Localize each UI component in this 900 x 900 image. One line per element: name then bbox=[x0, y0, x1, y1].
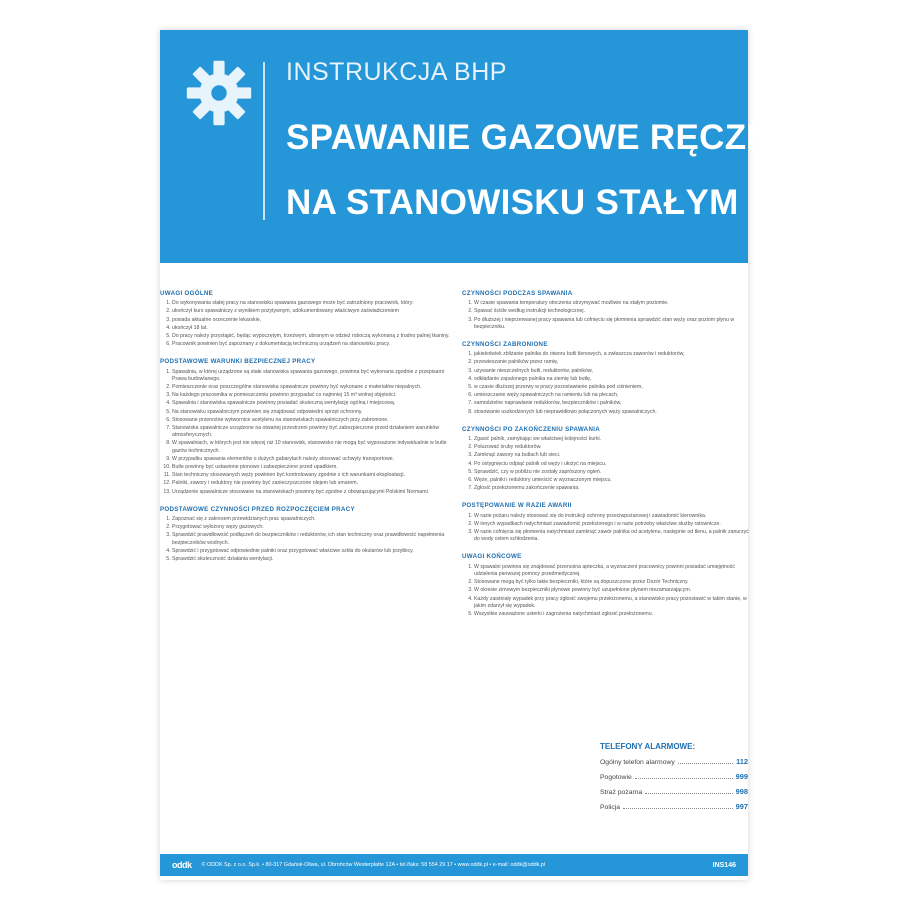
list-item: 10. Butle powinny być ustawione pionowo i zabezpieczone przed upadkiem. bbox=[172, 464, 450, 471]
dot-leader bbox=[645, 792, 732, 794]
dot-leader bbox=[678, 762, 733, 764]
alarm-number: 112 bbox=[736, 757, 748, 766]
header-divider bbox=[263, 62, 265, 220]
list-item: 5. Sprawdzić skuteczność działania wentylacji. bbox=[172, 556, 450, 563]
list-item: 1. W spawalni powinna się znajdować przenośna apteczka, a wyznaczeni pracownicy powinni posiadać umiejętność udzielenia pierwszej pomocy przedmedycznej. bbox=[474, 564, 750, 578]
list-item: 7. samodzielne naprawianie reduktorów, bezpieczników i palników, bbox=[474, 400, 750, 407]
section-list bbox=[160, 369, 450, 496]
alarm-row bbox=[600, 787, 748, 796]
section bbox=[160, 506, 450, 563]
section-list bbox=[462, 564, 750, 618]
list-item: 8. W spawalniach, w których jest nie więcej niż 10 stanowisk, stanowisko nie mogą być wyposażone indywidualnie w butle gazów technicznych. bbox=[172, 440, 450, 454]
list-item: 2. Przygotować wyłożony węży gazowych. bbox=[172, 524, 450, 531]
dot-leader bbox=[623, 807, 733, 809]
list-item: 2. Pomieszczenie oraz poszczególne stanowiska spawalnicze powinny być wykonane z materiałów niepalnych. bbox=[172, 384, 450, 391]
list-item: 1. Spawalnia, w której urządzone są stałe stanowiska spawania gazowego, powinna być wykonana zgodnie z przepisami Prawa budowlanego. bbox=[172, 369, 450, 383]
list-item: 1. W czasie spawania temperatury otoczenia utrzymywać możliwie na stałym poziomie. bbox=[474, 300, 750, 307]
alarm-number: 997 bbox=[735, 802, 748, 811]
list-item: 3. Na każdego pracownika w pomieszczeniu powinno przypadać co najmniej 15 m³ wolnej objętości. bbox=[172, 392, 450, 399]
dot-leader bbox=[635, 777, 733, 779]
alarm-phones-box bbox=[600, 742, 748, 817]
list-item: 3. W okresie zimowym bezpieczniki płynowe powinny być uzupełnione płynem niezamarzającym. bbox=[474, 587, 750, 594]
list-item: 3. Zamknąć zawory na butlach lub sieci. bbox=[474, 452, 750, 459]
list-item: 4. Sprawdzić i przygotować odpowiednie palniki oraz przygotować właściwe szkła do okularów lub przyłbicy. bbox=[172, 548, 450, 555]
section-heading: PODSTAWOWE CZYNNOŚCI PRZED ROZPOCZĘCIEM PRACY bbox=[160, 505, 355, 513]
header-banner bbox=[160, 30, 796, 263]
list-item: 4. ukończył 18 lat. bbox=[172, 325, 450, 332]
oddk-logo: oddk bbox=[172, 860, 192, 870]
section-heading: CZYNNOŚCI PODCZAS SPAWANIA bbox=[462, 290, 573, 297]
alarm-number: 999 bbox=[735, 772, 748, 781]
list-item: 5. Do pracy należy przystąpić, będąc wypoczętym, trzeźwym, ubranym w odzież roboczą wykonaną z trudno palnej tkaniny. bbox=[172, 333, 450, 340]
list-item: 4. odkładanie zapalonego palnika na ziemię lub butlę, bbox=[474, 376, 750, 383]
list-item: 11. Stan techniczny stosowanych węży powinien być kontrolowany zgodnie z ich warunkami eksploatacji. bbox=[172, 472, 450, 479]
section bbox=[462, 502, 750, 543]
section-list bbox=[462, 513, 750, 544]
section bbox=[462, 290, 750, 331]
section-heading: CZYNNOŚCI ZABRONIONE bbox=[462, 341, 548, 349]
list-item: 2. Spawać ściśle według instrukcji technologicznej. bbox=[474, 308, 750, 315]
list-item: 1. Do wykonywania stałej pracy na stanowisku spawania gazowego może być zatrudniony pracownik, który: bbox=[172, 300, 450, 307]
list-item: 5. Na stanowisku spawalniczym powinien się znajdować odpowiedni sprzęt ochronny. bbox=[172, 409, 450, 416]
list-item: 6. Stosowane przenośne wytwornice acetylenu na stanowiskach spawalniczych przy zabronione. bbox=[172, 417, 450, 424]
list-item: 12. Palniki, zawory i reduktory nie powinny być zanieczyszczone olejem lub smarem. bbox=[172, 480, 450, 487]
list-item: 2. przewieszanie palników przez ramię, bbox=[474, 359, 750, 366]
list-item: 5. w czasie dłuższej przerwy w pracy pozostawianie palnika pod ciśnieniem, bbox=[474, 384, 750, 391]
list-item: 1. jakiekolwiek zbliżanie palnika do otworu butli tlenowych, a zwłaszcza zaworów i reduktorów, bbox=[474, 351, 750, 358]
list-item: 3. W razie cofnięcia się płomienia natychmiast zamknąć zawór palnika od acetylenu, następnie od tlenu, a palnik zanurzyć do wody celem schłodzenia. bbox=[474, 529, 750, 543]
list-item: 3. używanie nieszczelnych butli, reduktorów, palników, bbox=[474, 368, 750, 375]
section bbox=[462, 341, 750, 416]
section bbox=[160, 358, 450, 495]
alarm-row bbox=[600, 772, 748, 781]
list-item: 2. Poluzować śruby reduktorów. bbox=[474, 444, 750, 451]
list-item: 3. Po dłuższej i nieprzerwanej pracy spawania lub cofnięciu się płomienia sprawdzić stan węży oraz poziom płynu w bezpieczniku. bbox=[474, 317, 750, 331]
section-heading: PODSTAWOWE WARUNKI BEZPIECZNEJ PRACY bbox=[160, 358, 316, 366]
list-item: 4. Spawalnia i stanowiska spawalnicze powinny posiadać skuteczną wentylację ogólną i miejscową. bbox=[172, 400, 450, 407]
list-item: 5. Wszystkie zauważone usterki i zagrożenia natychmiast zgłosić przełożonemu. bbox=[474, 611, 750, 618]
footer-contact: © ODDK Sp. z o.o. Sp.k. • 80-317 Gdańsk-Oliwa, ul. Obrońców Westerplatte 12A • tel./faks: 58 554 29 17 • www.oddk.pl • e-mail: oddk@oddk.pl bbox=[201, 862, 545, 868]
document-code: INS146 bbox=[712, 861, 736, 869]
list-item: 6. Węże, palniki i reduktory umieścić w wyznaczonym miejscu. bbox=[474, 477, 750, 484]
section bbox=[462, 553, 750, 618]
section-heading: UWAGI OGÓLNE bbox=[160, 290, 214, 297]
alarm-label: Straż pożarna bbox=[600, 789, 643, 796]
list-item: 1. W razie pożaru należy stosować się do instrukcji ochrony przeciwpożarowej i zawiadomić kierownika. bbox=[474, 513, 750, 520]
list-item: 6. Pracownik powinien być zapoznany z dokumentacją techniczną urządzeń na stanowisku pracy. bbox=[172, 341, 450, 348]
list-item: 4. Każdy zaistniały wypadek przy pracy zgłosić swojemu przełożonemu, a stanowisko pracy pozostawić w takim stanie, w jakim zdarzył się wypadek. bbox=[474, 596, 750, 610]
section-list bbox=[462, 351, 750, 416]
list-item: 9. W przypadku spawania elementów o dużych gabarytach należy stosować uchwyty transportowe. bbox=[172, 456, 450, 463]
section-heading: UWAGI KOŃCOWE bbox=[462, 553, 522, 561]
left-column bbox=[160, 290, 450, 573]
list-item: 3. posiada aktualne orzeczenie lekarskie, bbox=[172, 317, 450, 324]
header-kicker: INSTRUKCJA BHP bbox=[286, 58, 507, 86]
list-item: 1. Zgasić palnik, zamykając we właściwej kolejności kurki. bbox=[474, 436, 750, 443]
list-item: 2. W innych wypadkach natychmiast zawiadomić przełożonego i w razie potrzeby właściwe służby ratownicze. bbox=[474, 521, 750, 528]
page-title-line1: SPAWANIE GAZOWE RĘCZNE bbox=[286, 118, 796, 157]
gear-icon bbox=[184, 58, 254, 128]
alarm-row bbox=[600, 757, 748, 766]
list-item: 4. Po ostygnięciu odpiąć palnik od węży i ułożyć na miejscu. bbox=[474, 461, 750, 468]
section bbox=[160, 290, 450, 348]
list-item: 5. Sprawdzić, czy w pobliżu nie zostały zaprószony ogień. bbox=[474, 469, 750, 476]
list-item: 8. stosowanie uszkodzonych lub nieprawidłowo połączonych węży spawalniczych. bbox=[474, 409, 750, 416]
alarm-label: Pogotowie bbox=[600, 774, 632, 781]
instruction-poster bbox=[160, 30, 796, 880]
alarm-label: Ogólny telefon alarmowy bbox=[600, 759, 675, 766]
list-item: 3. Sprawdzić prawidłowość podłączeń do bezpieczników i reduktorów, ich stan techniczny oraz prawidłowość napełnienia bezpieczników wodnych. bbox=[172, 532, 450, 546]
list-item: 13. Urządzenie spawalnicze stosowane na stanowiskach powinny być zgodne z obowiązującymi Polskimi Normami. bbox=[172, 489, 450, 496]
alarm-row bbox=[600, 802, 748, 811]
section-list bbox=[462, 300, 750, 331]
alarm-heading: TELEFONY ALARMOWE: bbox=[600, 742, 696, 751]
alarm-label: Policja bbox=[600, 804, 621, 811]
page-title-line2: NA STANOWISKU STAŁYM bbox=[286, 183, 739, 222]
list-item: 7. Zgłosić przełożonemu zakończenie spawania. bbox=[474, 485, 750, 492]
list-item: 2. ukończył kurs spawalniczy z wynikiem pozytywnym, udokumentowany właściwym zaświadczeniem bbox=[172, 308, 450, 315]
section bbox=[462, 426, 750, 493]
section-list bbox=[160, 516, 450, 563]
section-list bbox=[160, 300, 450, 348]
footer-bar bbox=[160, 854, 748, 876]
section-heading: POSTĘPOWANIE W RAZIE AWARII bbox=[462, 502, 572, 510]
section-list bbox=[462, 436, 750, 492]
section-heading: CZYNNOŚCI PO ZAKOŃCZENIU SPAWANIA bbox=[462, 425, 601, 433]
list-item: 1. Zapoznać się z zakresem przewidzianych prac spawalniczych. bbox=[172, 516, 450, 523]
list-item: 2. Stosowane mogą być tylko takie bezpieczniki, które są dopuszczone przez Dozór Techniczny. bbox=[474, 579, 750, 586]
list-item: 6. umieszczanie węży spawalniczych na ramieniu lub na plecach, bbox=[474, 392, 750, 399]
list-item: 7. Stanowiska spawalnicze urządzone na otwartej przestrzeni powinny być zabezpieczone przed działaniem warunków atmosferycznych. bbox=[172, 425, 450, 439]
right-column bbox=[462, 290, 750, 628]
alarm-number: 998 bbox=[735, 787, 748, 796]
